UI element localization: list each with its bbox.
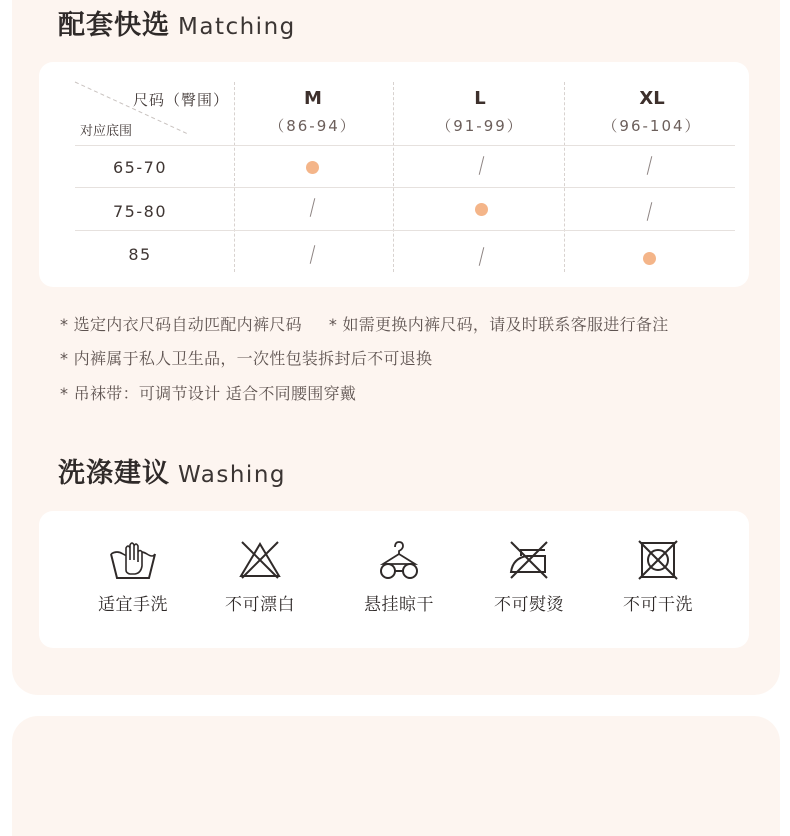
note-line: * 吊袜带：可调节设计 适合不同腰围穿戴: [60, 384, 357, 403]
hand-wash-icon: [109, 540, 157, 580]
match-cell: [640, 202, 660, 222]
match-cell: [640, 156, 660, 176]
wash-label: 不可干洗: [623, 595, 693, 615]
no-match-slash: [310, 245, 316, 264]
wash-label: 不可漂白: [225, 595, 295, 615]
column-header-l: [395, 88, 565, 136]
wash-item-hand-wash: [78, 540, 188, 615]
row-label-band: 65-70: [113, 158, 167, 177]
washing-title: [58, 460, 286, 487]
wash-item-no-dry-clean: [603, 540, 713, 615]
column-header-xl: [567, 88, 737, 136]
no-match-slash: [647, 202, 653, 221]
match-dot: [475, 203, 488, 216]
next-panel: [12, 716, 780, 836]
match-cell: [303, 158, 323, 178]
note-line: * 选定内衣尺码自动匹配内裤尺码 * 如需更换内裤尺码，请及时联系客服进行备注: [60, 315, 669, 334]
match-cell: [303, 245, 323, 265]
wash-item-no-bleach: [205, 540, 315, 615]
match-cell: [472, 156, 492, 176]
column-range: （96-104）: [602, 117, 702, 135]
washing-title-cn: 洗涤建议: [58, 458, 170, 489]
column-range: （86-94）: [269, 117, 357, 135]
match-cell: [303, 198, 323, 218]
match-cell: [640, 249, 660, 269]
match-cell: [472, 247, 492, 267]
wash-label: 不可熨烫: [494, 595, 564, 615]
matching-title: [58, 12, 296, 39]
no-bleach-icon: [238, 540, 282, 580]
wash-item-hang-dry: [344, 540, 454, 615]
column-header-m: [228, 88, 398, 136]
corner-header-size: 尺码（臀围）: [133, 91, 230, 109]
wash-label: 适宜手洗: [98, 595, 168, 615]
match-cell: [472, 200, 492, 220]
row-divider: [75, 145, 735, 146]
matching-title-en: Matching: [178, 14, 296, 40]
match-dot: [306, 161, 319, 174]
washing-title-en: Washing: [178, 462, 286, 488]
row-label-band: 75-80: [113, 202, 167, 221]
match-dot: [643, 252, 656, 265]
no-match-slash: [647, 156, 653, 175]
corner-header-band: 对应底围: [80, 124, 133, 139]
row-label-band: 85: [128, 245, 152, 264]
hang-dry-icon: [377, 540, 421, 580]
matching-title-cn: 配套快选: [58, 10, 170, 41]
column-size: M: [304, 88, 322, 109]
no-match-slash: [479, 156, 485, 175]
row-divider: [75, 187, 735, 188]
note-line: * 内裤属于私人卫生品，一次性包装拆封后不可退换: [60, 349, 433, 368]
wash-label: 悬挂晾干: [364, 595, 434, 615]
no-match-slash: [310, 198, 316, 217]
wash-item-no-iron: [474, 540, 584, 615]
row-divider: [75, 230, 735, 231]
column-size: L: [474, 88, 486, 109]
no-match-slash: [479, 247, 485, 266]
no-dry-clean-icon: [636, 540, 680, 580]
column-range: （91-99）: [436, 117, 524, 135]
no-iron-icon: [507, 540, 551, 580]
column-size: XL: [639, 88, 665, 109]
